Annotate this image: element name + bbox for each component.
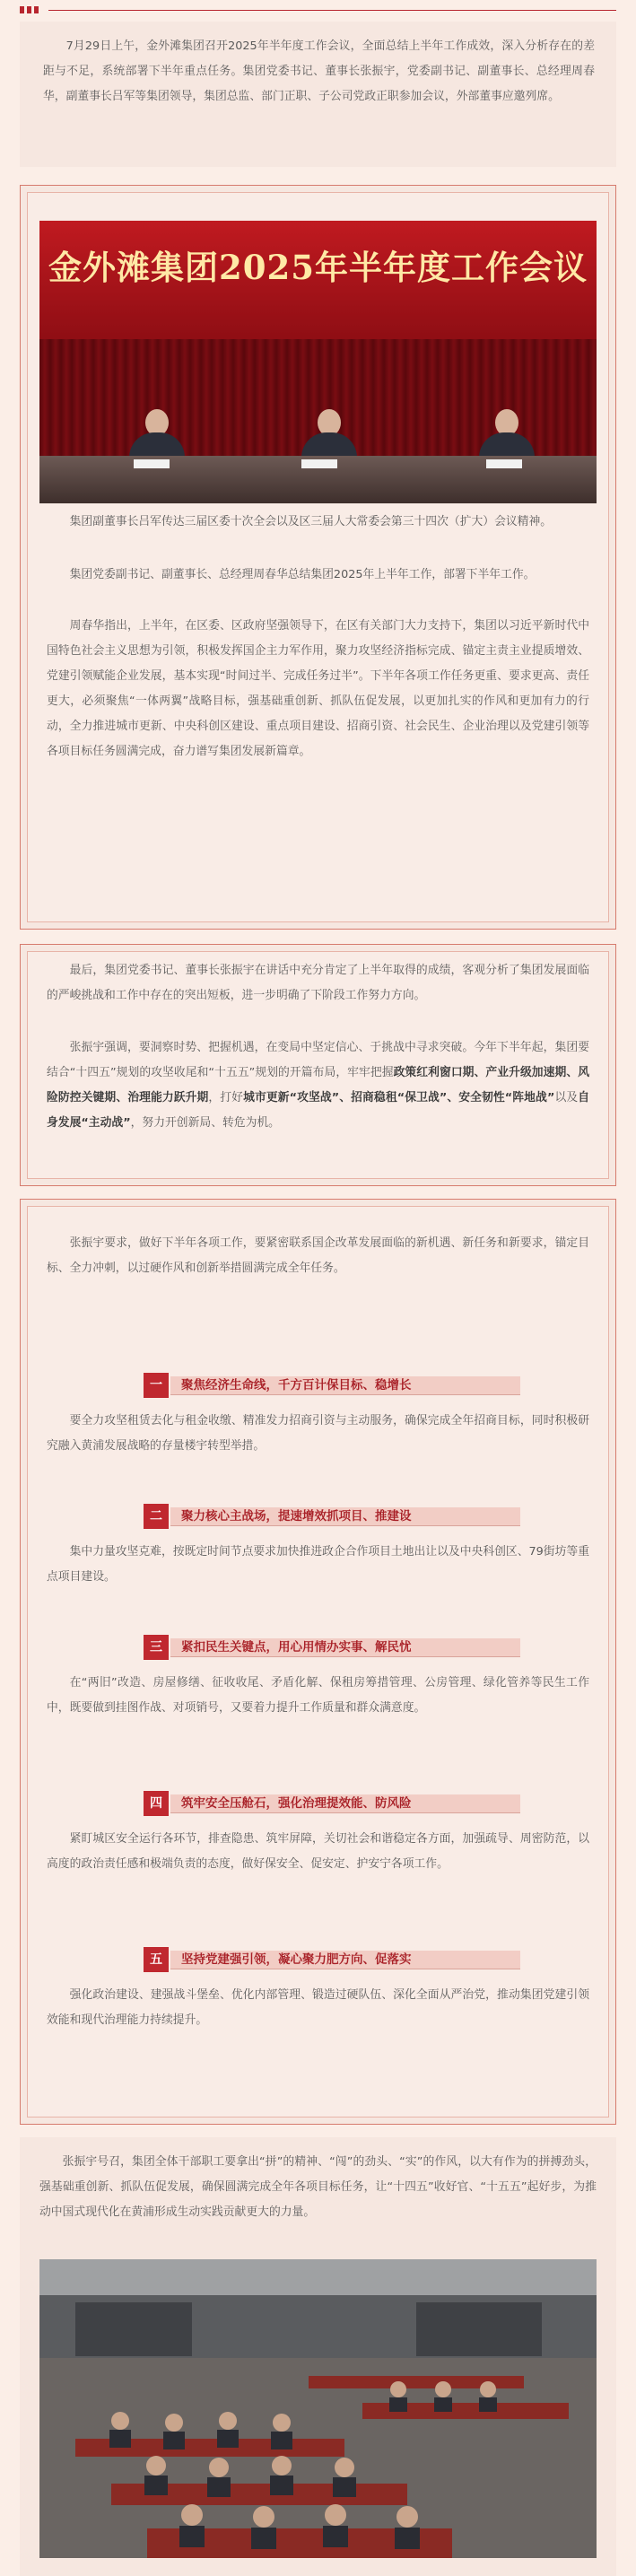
banner-title: 金外滩集团2025年半年度工作会议: [48, 248, 588, 287]
task-body-4: 紧盯城区安全运行各环节，排查隐患、筑牢屏障，关切社会和谐稳定各方面，加强疏导、周密防范，以高度的政治责任感和极端负责的态度，做好保安全、促安定、护安宁各项工作。: [47, 1832, 589, 1871]
meeting-photo: [39, 221, 597, 503]
meeting-room-photo: [39, 2259, 597, 2558]
intro-text: 7月29日上午，金外滩集团召开2025年半年度工作会议，全面总结上半年工作成效，深入分析存在的差距与不足，系统部署下半年重点任务。集团党委书记、董事长张振宇，党委副书记、副董事长、总经理周春华，副董事长吕军等集团领导，集团总监、部门正职、子公司党政正职参加会议，外部董事应邀列席。: [43, 39, 595, 103]
task-body-1: 要全力攻坚租赁去化与租金收缴、精准发力招商引资与主动服务，确保完成全年招商目标，同时积极研究融入黄浦发展战略的存量楼宇转型举措。: [47, 1414, 589, 1453]
section2-p1: 最后，集团党委书记、董事长张振宇在讲话中充分肯定了上半年取得的成绩，客观分析了集团发展面临的严峻挑战和工作中存在的突出短板，进一步明确了下阶段工作努力方向。: [47, 964, 589, 1002]
task-heading-5: 五 坚持党建强引领，凝心聚力肥方向、促落实: [144, 1947, 520, 1972]
section1-p3: 周春华指出，上半年，在区委、区政府坚强领导下，在区有关部门大力支持下，集团以习近平新时代中国特色社会主义思想为引领，积极发挥国企主力军作用，聚力攻坚经济指标完成、锚定主责主业提质增效、党建引领赋能企业发展，基本实现“时间过半、完成任务过半”。下半年各项工作任务更重、要求更高、责任更大，必须聚焦“一体两翼”战略目标，强基础重创新、抓队伍促发展，以更加扎实的作风和更加有力的行动，全力推进城市更新、中央科创区建设、重点项目建设、招商引资、社会民生、企业治理以及党建引领等各项目标任务圆满完成，奋力谱写集团发展新篇章。: [47, 619, 589, 758]
task-heading-2: 二 聚力核心主战场，提速增效抓项目、推建设: [144, 1504, 520, 1529]
speaker-center: [301, 409, 355, 463]
closing-text: 张振宇号召，集团全体干部职工要拿出“拼”的精神、“闯”的劲头、“实”的作风，以大有作为的拼搏劲头，强基础重创新、抓队伍促发展，确保圆满完成全年各项目标任务，让“十四五”收好官、“十五五”起好步，为推动中国式现代化在黄浦形成生动实践贡献更大的力量。: [39, 2155, 597, 2219]
task-body-3: 在“两旧”改造、房屋修缮、征收收尾、矛盾化解、保租房筹措管理、公房管理、绿化管养等民生工作中，既要做到挂图作战、对项销号，又要着力提升工作质量和群众满意度。: [47, 1676, 589, 1715]
top-decoration: [20, 6, 616, 13]
task-heading-1: 一 聚焦经济生命线，千方百计保目标、稳增长: [144, 1373, 520, 1398]
section1-p2: 集团党委副书记、副董事长、总经理周春华总结集团2025年上半年工作，部署下半年工作。: [69, 568, 536, 581]
intro-panel: [20, 22, 616, 167]
speaker-left: [129, 409, 183, 463]
task-heading-3: 三 紧扣民生关键点，用心用情办实事、解民忧: [144, 1635, 520, 1660]
section1-p1: 集团副董事长吕军传达三届区委十次全会以及区三届人大常委会第三十四次（扩大）会议精神。: [69, 515, 553, 528]
task-heading-4: 四 筑牢安全压舱石，强化治理提效能、防风险: [144, 1791, 520, 1816]
task-body-5: 强化政治建设、建强战斗堡垒、优化内部管理、锻造过硬队伍、深化全面从严治党，推动集团党建引领效能和现代治理能力持续提升。: [47, 1988, 589, 2027]
section3-intro: 张振宇要求，做好下半年各项工作，要紧密联系国企改革发展面临的新机遇、新任务和新要求，锚定目标、全力冲刺，以过硬作风和创新举措圆满完成全年任务。: [47, 1236, 589, 1275]
section2-p2: 张振宇强调，要洞察时势、把握机遇，在变局中坚定信心、于挑战中寻求突破。今年下半年起，集团要结合“十四五”规划的攻坚收尾和“十五五”规划的开篇布局，牢牢把握政策红利窗口期、产业升级加速期、风险防控关键期、治理能力跃升期，打好城市更新“攻坚战”、招商稳租“保卫战”、安全韧性“阵地战”以及自身发展“主动战”，努力开创新局、转危为机。: [47, 1041, 590, 1130]
task-body-2: 集中力量攻坚克难，按既定时间节点要求加快推进政企合作项目土地出让以及中央科创区、79街坊等重点项目建设。: [47, 1545, 589, 1584]
speaker-right: [479, 409, 533, 463]
